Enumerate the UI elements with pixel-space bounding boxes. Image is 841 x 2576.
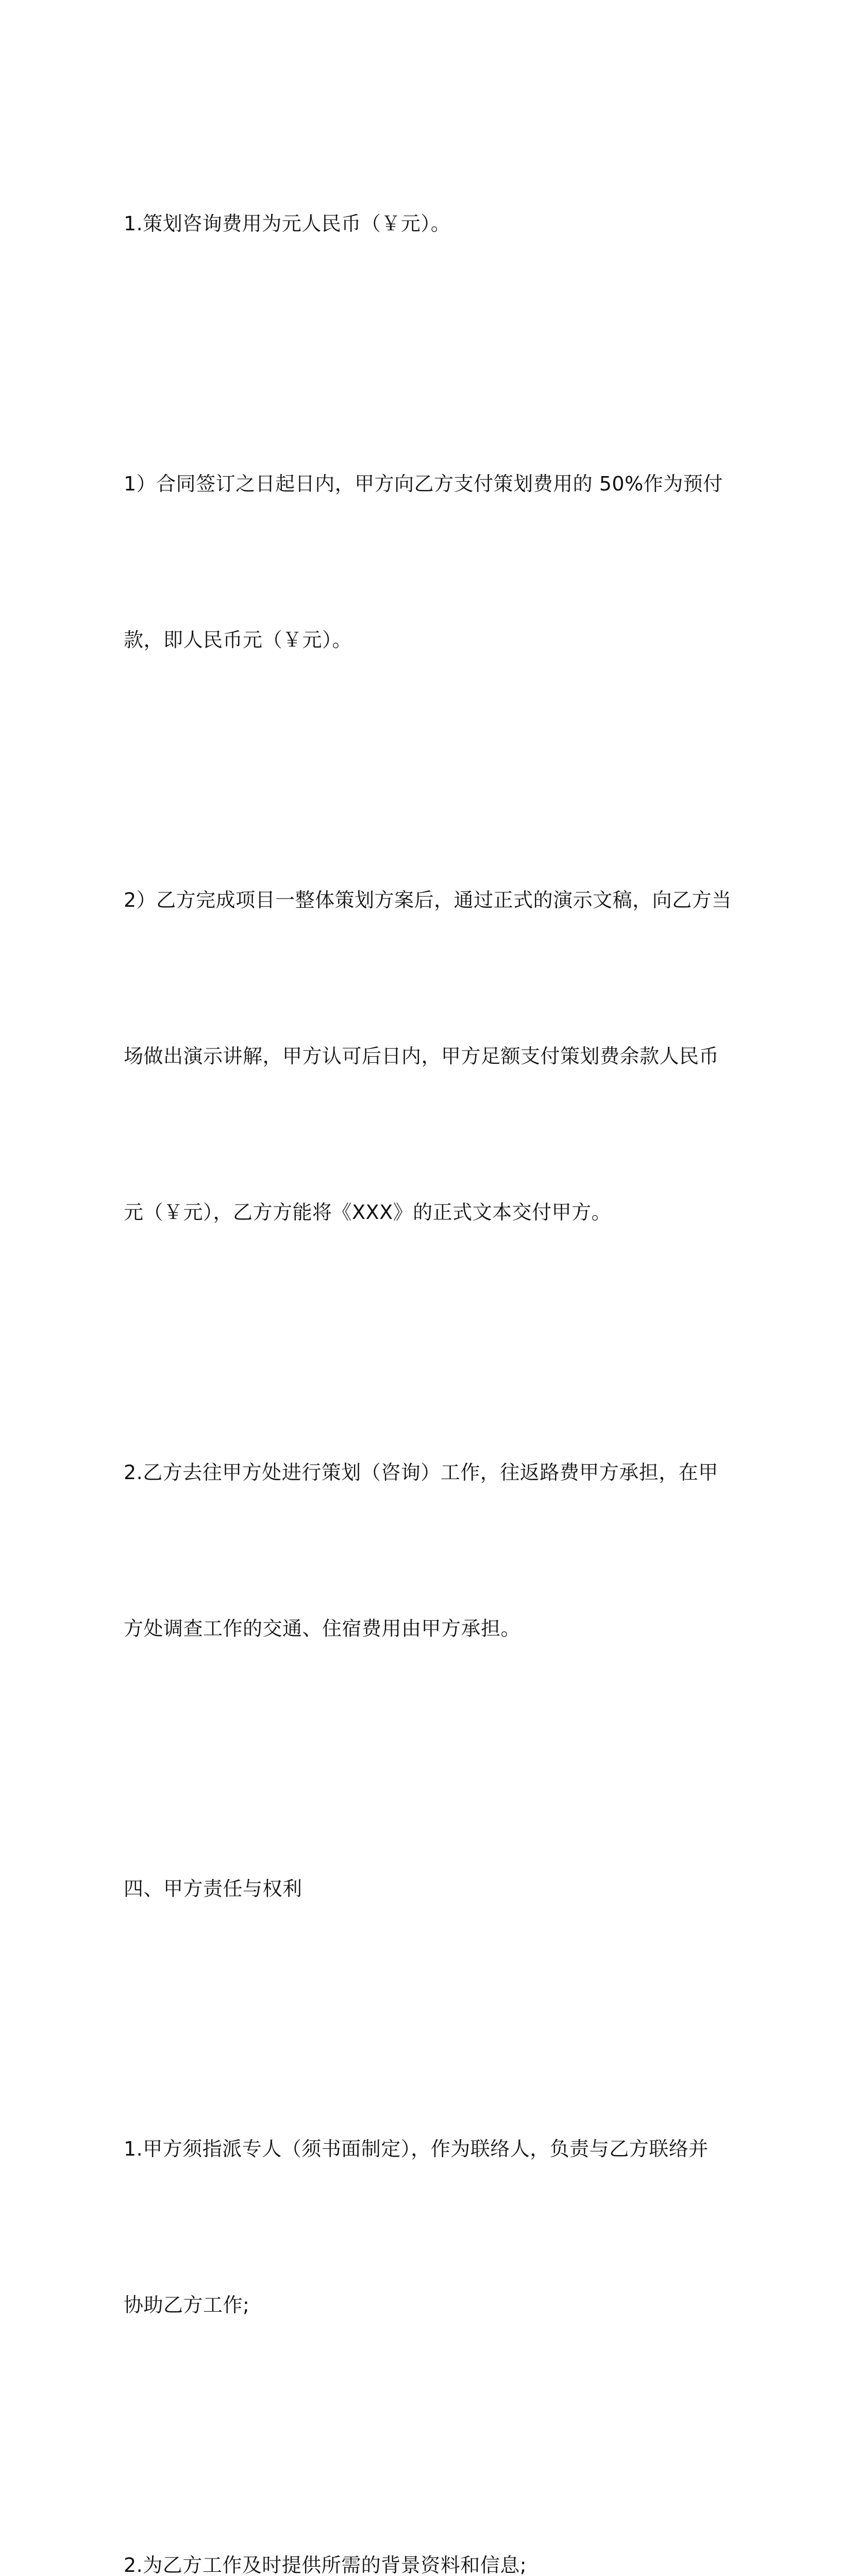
text-line: 2.乙方去往甲方处进行策划（咨询）工作，往返路费甲方承担，在甲 bbox=[124, 1461, 718, 1484]
text-line: 1.甲方须指派专人（须书面制定），作为联络人，负责与乙方联络并 bbox=[124, 2138, 709, 2160]
document-body bbox=[124, 94, 732, 2576]
text-line: 协助乙方工作; bbox=[124, 2294, 250, 2316]
duty-2 bbox=[124, 2435, 721, 2576]
text-line: 款，即人民币元（￥元）。 bbox=[124, 629, 352, 651]
text-line: 元（￥元），乙方方能将《XXX》的正式文本交付甲方。 bbox=[124, 1201, 612, 1224]
text-line: 1.策划咨询费用为元人民币（￥元）。 bbox=[124, 212, 451, 235]
text-line: 1）合同签订之日起日内，甲方向乙方支付策划费用的 50%作为预付 bbox=[124, 472, 723, 495]
section-heading bbox=[124, 1759, 721, 2019]
text-line: 四、甲方责任与权利 bbox=[124, 1877, 302, 1900]
fee-clause-2 bbox=[124, 1343, 721, 1759]
fee-clause-1-2 bbox=[124, 770, 732, 1343]
fee-clause-1 bbox=[124, 94, 721, 354]
duty-1 bbox=[124, 2019, 721, 2435]
fee-clause-1-1 bbox=[124, 354, 721, 770]
text-line: 2.为乙方工作及时提供所需的背景资料和信息; bbox=[124, 2554, 527, 2576]
text-line: 方处调查工作的交通、住宿费用由甲方承担。 bbox=[124, 1617, 521, 1640]
text-line: 场做出演示讲解，甲方认可后日内，甲方足额支付策划费余款人民币 bbox=[124, 1045, 719, 1067]
text-line: 2）乙方完成项目一整体策划方案后，通过正式的演示文稿，向乙方当 bbox=[124, 889, 732, 911]
